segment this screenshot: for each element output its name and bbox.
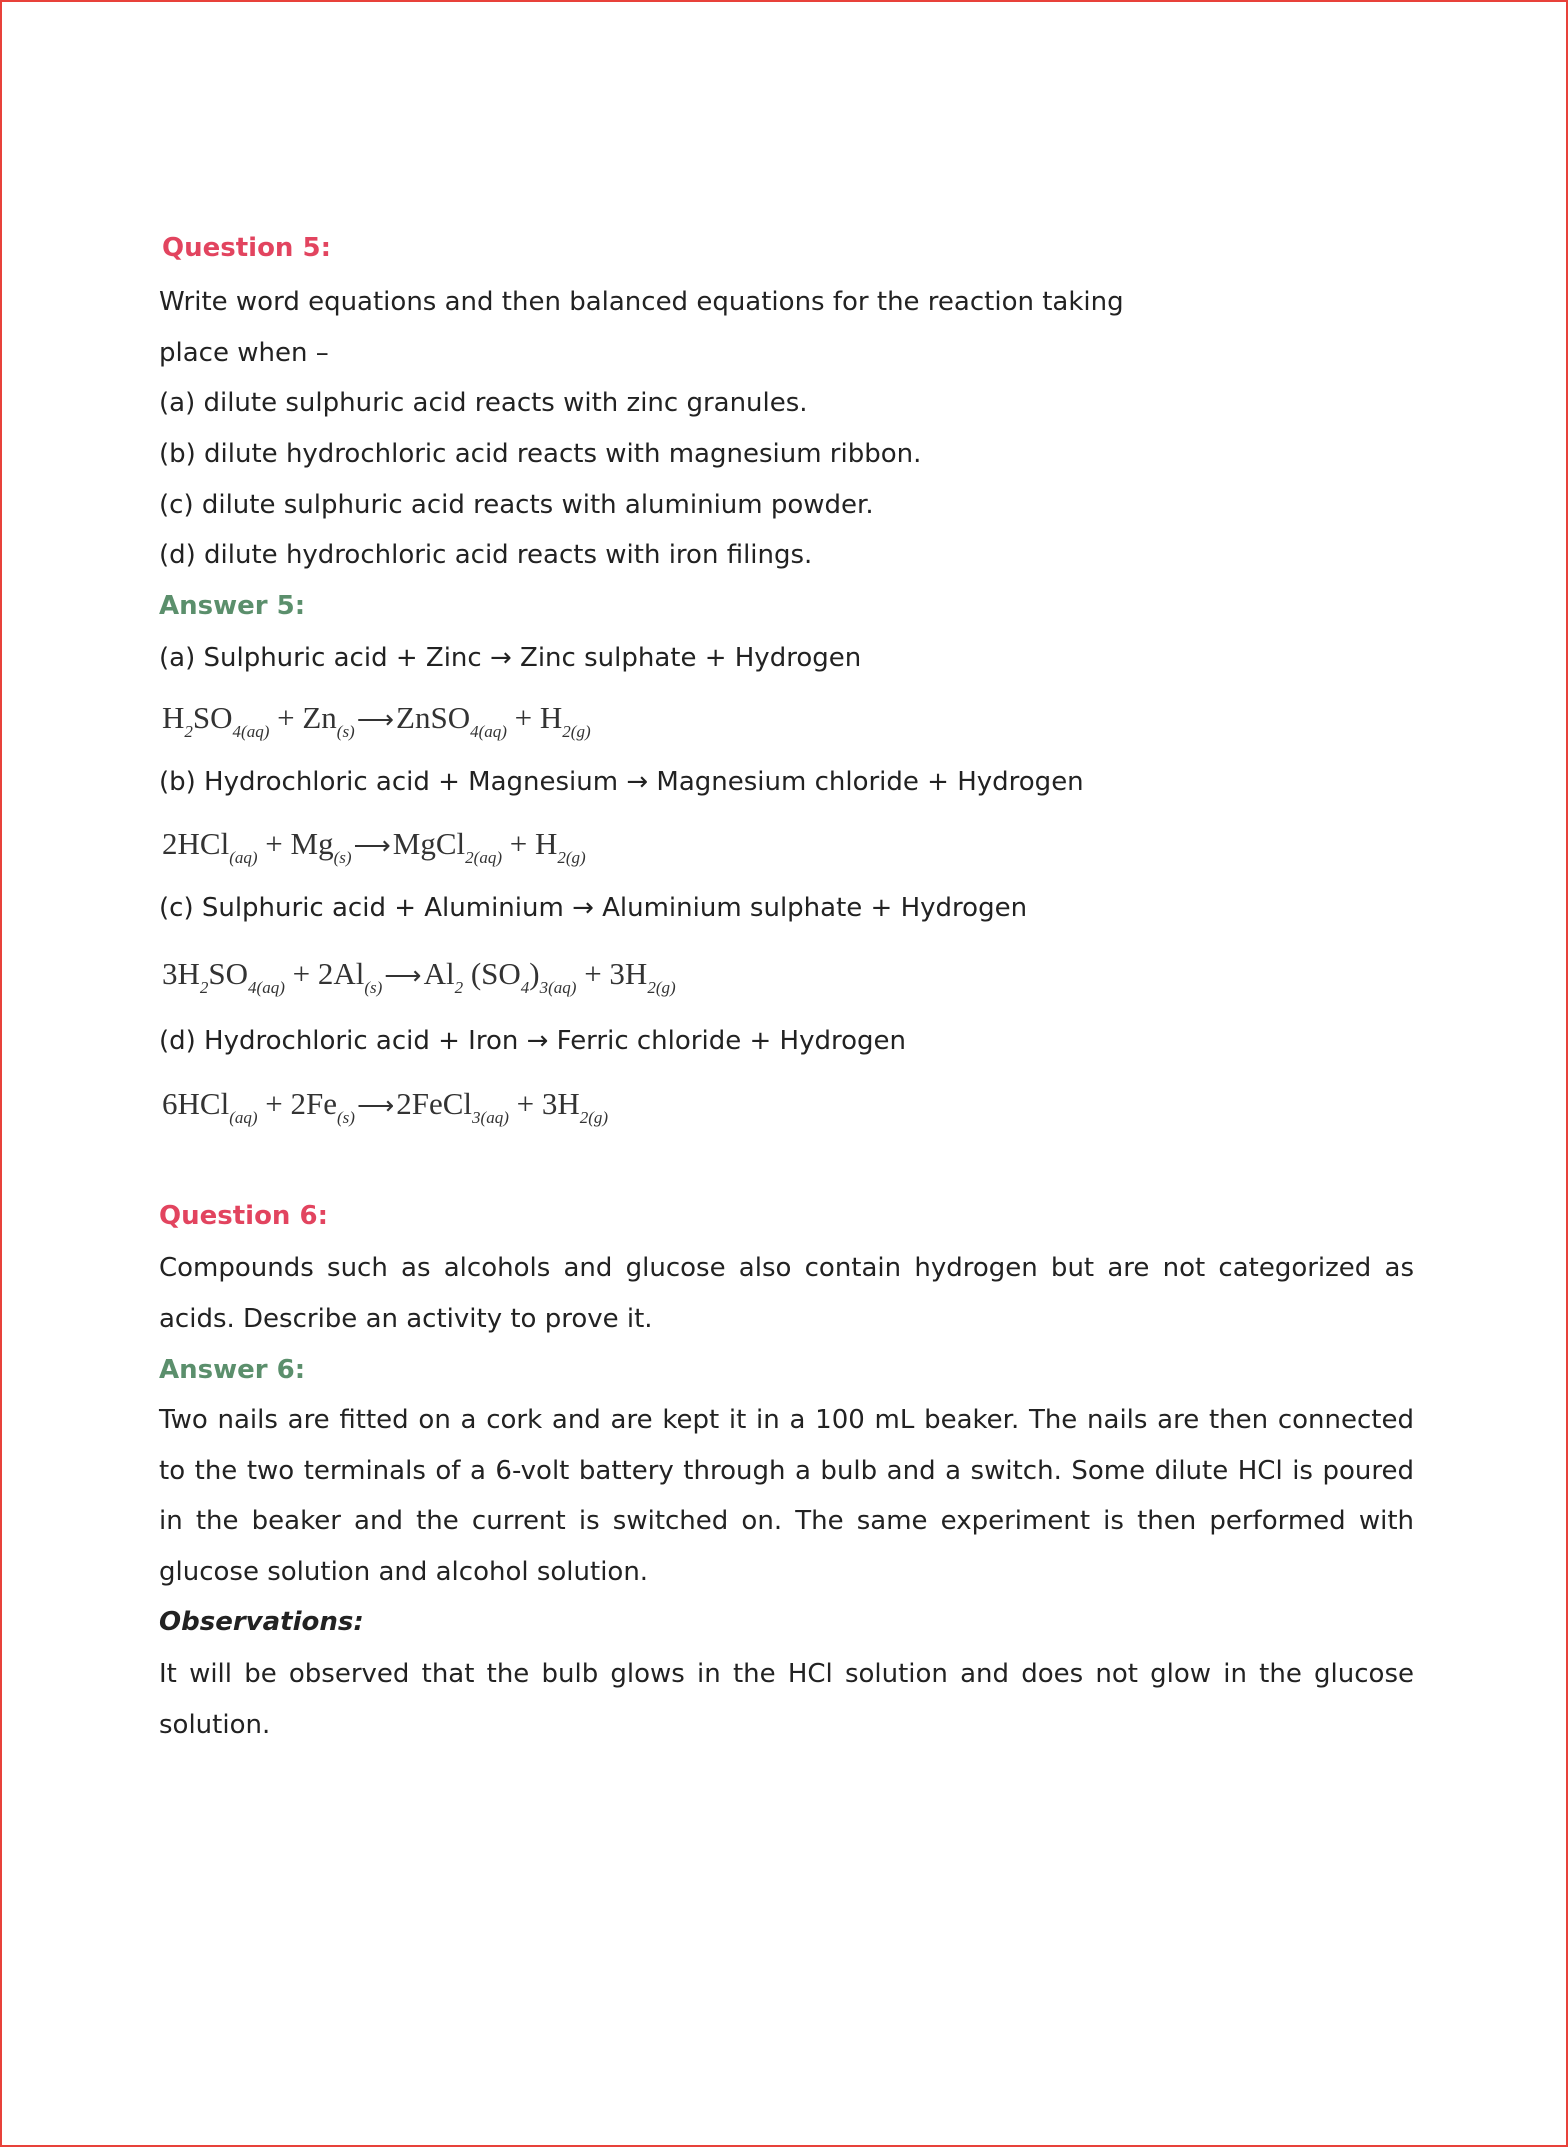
equation-subscript: 2(g) [647,978,676,997]
equation-term: + 3H [576,956,648,991]
equation-term: + 2Al [284,956,365,991]
question-5-part-d: (d) dilute hydrochloric acid reacts with iron filings. [159,540,813,570]
balanced-equation-d [162,1084,608,1138]
word-equation-a: (a) Sulphuric acid + Zinc → Zinc sulphate + Hydrogen [159,643,862,673]
answer-6-heading: Answer 6: [159,1355,306,1385]
reaction-arrow-icon: ⟶ [356,1091,395,1120]
equation-term: Al [423,956,455,991]
equation-term: 6HCl [162,1086,230,1121]
equation-term: SO [192,700,233,735]
reaction-arrow-icon: ⟶ [356,705,395,734]
equation-term: ZnSO [396,700,471,735]
equation-subscript: 2 [184,722,193,741]
balanced-equation-a [162,698,591,752]
equation-term: H [162,700,185,735]
question-5-text: place when – [159,338,329,368]
equation-term: + Mg [257,826,334,861]
equation-subscript: 4(aq) [232,722,270,741]
equation-subscript: (s) [364,978,383,997]
equation-term: MgCl [392,826,466,861]
reaction-arrow-icon: ⟶ [353,831,391,860]
equation-subscript: 4(aq) [248,978,285,997]
equation-subscript: 4 [520,978,530,997]
equation-subscript: (s) [333,848,352,867]
equation-subscript: (s) [336,722,355,741]
equation-subscript: (s) [337,1108,355,1127]
equation-term: SO [208,956,249,991]
answer-5-heading: Answer 5: [159,591,306,621]
equation-term: + 3H [508,1086,580,1121]
balanced-equation-c [162,954,676,1008]
equation-subscript: (aq) [229,848,258,867]
equation-subscript: 2(g) [557,848,586,867]
reaction-arrow-icon: ⟶ [384,961,422,990]
equation-subscript: 2(g) [562,722,591,741]
equation-term: + Zn [269,700,337,735]
observations-text: It will be observed that the bulb glows in the HCl solution and does not glow in the glucose solution. [159,1659,1414,1740]
equation-term: (SO [463,956,521,991]
observations-heading: Observations: [159,1607,364,1637]
equation-term: + 2Fe [257,1086,337,1121]
answer-6-text: Two nails are fitted on a cork and are kept it in a 100 mL beaker. The nails are then connected to the two terminals of a 6-volt battery through a bulb and a switch. Some dilute HCl is poured in the beaker and the current is switched on. The same experiment is then performed with glucose solution and alcohol solution. [159,1405,1414,1587]
question-5-part-b: (b) dilute hydrochloric acid reacts with magnesium ribbon. [159,439,922,469]
equation-term: 2FeCl [396,1086,473,1121]
question-5-text: Write word equations and then balanced equations for the reaction taking [159,287,1124,317]
word-equation-b: (b) Hydrochloric acid + Magnesium → Magnesium chloride + Hydrogen [159,767,1084,797]
question-5-heading: Question 5: [162,233,331,263]
question-6-text: Compounds such as alcohols and glucose also contain hydrogen but are not categorized as acids. Describe an activity to prove it. [159,1253,1414,1334]
equation-subscript: 3(aq) [472,1108,509,1127]
question-5-part-c: (c) dilute sulphuric acid reacts with aluminium powder. [159,490,874,520]
equation-term: 3H [162,956,200,991]
question-6-heading: Question 6: [159,1201,328,1231]
equation-subscript: 3(aq) [539,978,577,997]
equation-term: ) [529,956,540,991]
equation-term: 2HCl [162,826,230,861]
word-equation-c: (c) Sulphuric acid + Aluminium → Aluminium sulphate + Hydrogen [159,893,1028,923]
word-equation-d: (d) Hydrochloric acid + Iron → Ferric chloride + Hydrogen [159,1026,906,1056]
question-5-part-a: (a) dilute sulphuric acid reacts with zinc granules. [159,388,808,418]
equation-term: + H [501,826,558,861]
equation-subscript: 2(aq) [465,848,502,867]
equation-subscript: 4(aq) [470,722,507,741]
balanced-equation-b [162,824,586,878]
equation-subscript: 2 [199,978,209,997]
equation-subscript: (aq) [229,1108,258,1127]
equation-subscript: 2(g) [579,1108,609,1127]
equation-term: + H [506,700,563,735]
equation-subscript: 2 [454,978,464,997]
